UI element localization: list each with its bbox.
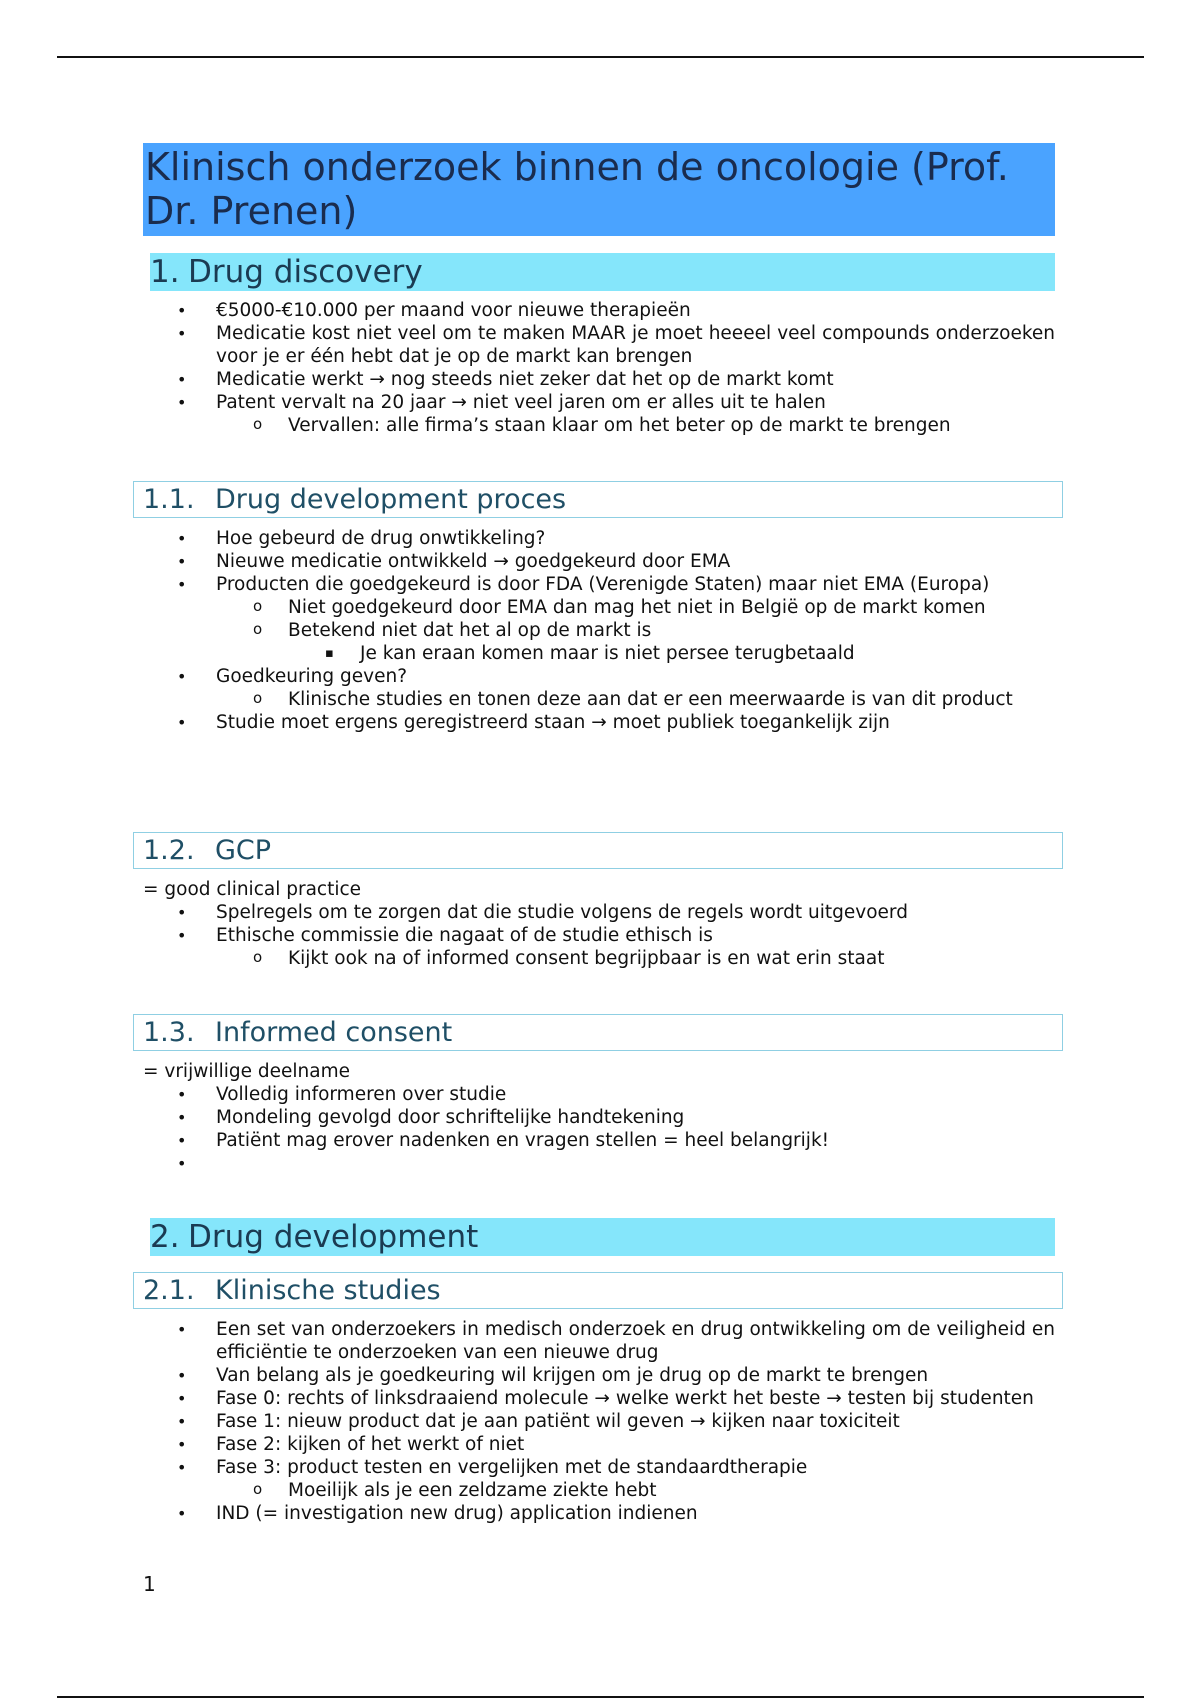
list-item: • Fase 1: nieuw product dat je aan patiënt wil geven → kijken naar toxiciteit xyxy=(143,1410,1055,1433)
definition-text: = good clinical practice xyxy=(143,879,362,900)
heading-text: Drug discovery xyxy=(188,254,423,290)
list-item: • Medicatie werkt → nog steeds niet zeker dat het op de markt komt xyxy=(143,368,1055,391)
heading-klinische-studies xyxy=(133,1272,1063,1309)
list-item: • Nieuwe medicatie ontwikkeld → goedgekeurd door EMA xyxy=(143,550,1055,573)
list-item: • Producten die goedgekeurd is door FDA (Verenigde Staten) maar niet EMA (Europa) xyxy=(143,573,1055,596)
definition-text: = vrijwillige deelname xyxy=(143,1061,351,1082)
list-item: • Patiënt mag erover nadenken en vragen stellen = heel belangrijk! xyxy=(143,1129,1055,1152)
list-item: • Fase 3: product testen en vergelijken met de standaardtherapie xyxy=(143,1456,1055,1479)
footer-rule xyxy=(57,1696,1144,1698)
list-item: • €5000-€10.000 per maand voor nieuwe therapieën xyxy=(143,299,1055,322)
sub-sub-list-item: ▪ Je kan eraan komen maar is niet persee terugbetaald xyxy=(143,642,1055,665)
section-gcp-list xyxy=(143,878,1055,970)
heading-number: 2.1. xyxy=(143,1275,195,1306)
heading-text: GCP xyxy=(215,835,272,866)
list-item: • Volledig informeren over studie xyxy=(143,1083,1055,1106)
page-number: 1 xyxy=(143,1572,156,1596)
list-item: • Fase 2: kijken of het werkt of niet xyxy=(143,1433,1055,1456)
list-item: • Goedkeuring geven? xyxy=(143,665,1055,688)
sub-list-item: o Klinische studies en tonen deze aan dat er een meerwaarde is van dit product xyxy=(143,688,1055,711)
heading-number: 1. xyxy=(150,254,180,290)
heading-text: Drug development proces xyxy=(215,484,567,515)
heading-text: Klinische studies xyxy=(215,1275,441,1306)
heading-informed-consent xyxy=(133,1014,1063,1051)
heading-gcp xyxy=(133,832,1063,869)
section-klinische-studies-list xyxy=(143,1318,1055,1525)
list-item: • Hoe gebeurd de drug onwtikkeling? xyxy=(143,527,1055,550)
list-item: • Ethische commissie die nagaat of de studie ethisch is xyxy=(143,924,1055,947)
header-rule xyxy=(57,56,1144,58)
list-item: • Fase 0: rechts of linksdraaiend molecule → welke werkt het beste → testen bij studenten xyxy=(143,1387,1055,1410)
list-item: • Spelregels om te zorgen dat die studie volgens de regels wordt uitgevoerd xyxy=(143,901,1055,924)
list-item: • IND (= investigation new drug) application indienen xyxy=(143,1502,1055,1525)
sub-list-item: o Betekend niet dat het al op de markt is xyxy=(143,619,1055,642)
list-item: • Van belang als je goedkeuring wil krijgen om je drug op de markt te brengen xyxy=(143,1364,1055,1387)
section-drug-discovery-list xyxy=(143,299,1055,437)
list-item: • Mondeling gevolgd door schriftelijke handtekening xyxy=(143,1106,1055,1129)
sub-list-item: o Vervallen: alle firma’s staan klaar om het beter op de markt te brengen xyxy=(143,414,1055,437)
heading-drug-development xyxy=(150,1218,1055,1256)
heading-text: Informed consent xyxy=(215,1017,453,1048)
heading-number: 1.3. xyxy=(143,1017,195,1048)
list-item: • Studie moet ergens geregistreerd staan → moet publiek toegankelijk zijn xyxy=(143,711,1055,734)
heading-text: Drug development xyxy=(188,1219,479,1255)
document-title-box xyxy=(143,143,1055,236)
list-item-empty xyxy=(143,1152,1055,1175)
list-item: • Een set van onderzoekers in medisch onderzoek en drug ontwikkeling om de veiligheid en efficiëntie te onderzoeken van een nieuwe drug xyxy=(143,1318,1055,1364)
list-item: • Patent vervalt na 20 jaar → niet veel jaren om er alles uit te halen xyxy=(143,391,1055,414)
list-item: • Medicatie kost niet veel om te maken MAAR je moet heeeel veel compounds onderzoeken voor je er één hebt dat je op de markt kan brengen xyxy=(143,322,1055,368)
sub-list-item: o Moeilijk als je een zeldzame ziekte hebt xyxy=(143,1479,1055,1502)
heading-number: 1.2. xyxy=(143,835,195,866)
section-drug-development-proces-list xyxy=(143,527,1055,734)
heading-number: 2. xyxy=(150,1219,180,1255)
sub-list-item: o Kijkt ook na of informed consent begrijpbaar is en wat erin staat xyxy=(143,947,1055,970)
heading-drug-discovery xyxy=(150,253,1055,291)
document-title: Klinisch onderzoek binnen de oncologie (Prof. Dr. Prenen) xyxy=(145,145,1009,233)
heading-drug-development-proces xyxy=(133,481,1063,518)
section-informed-consent-list xyxy=(143,1060,1055,1175)
sub-list-item: o Niet goedgekeurd door EMA dan mag het niet in België op de markt komen xyxy=(143,596,1055,619)
heading-number: 1.1. xyxy=(143,484,195,515)
